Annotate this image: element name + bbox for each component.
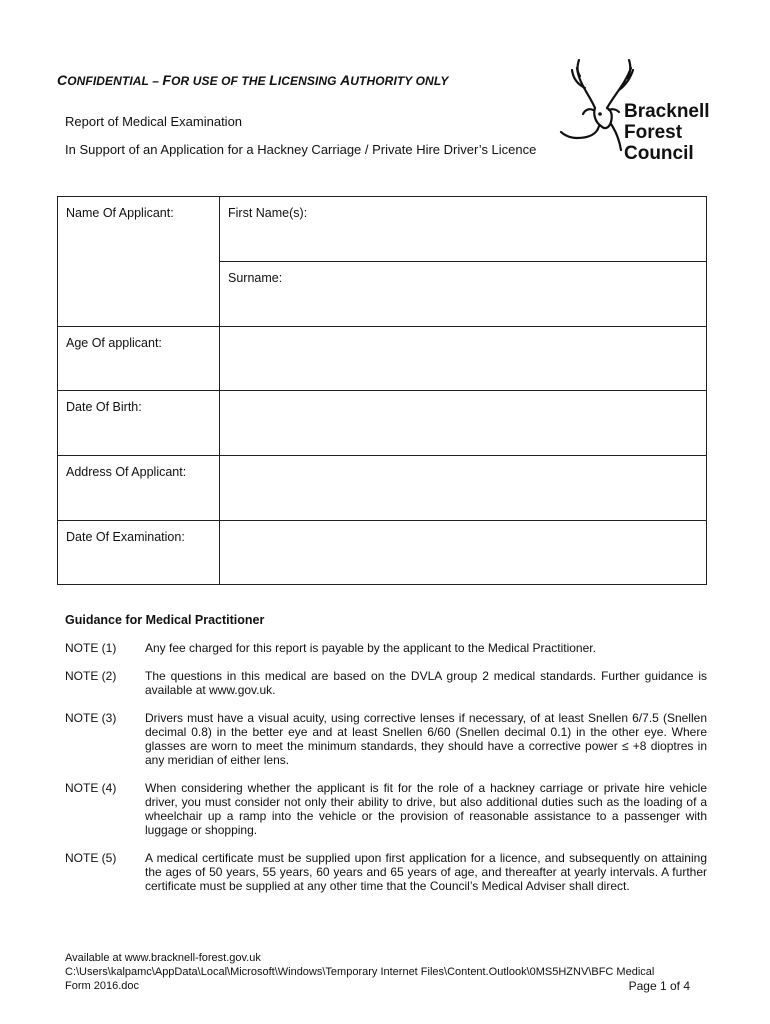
conf-uthority: UTHORITY ONLY [350,74,449,88]
note-4 [65,781,707,837]
note-label: NOTE (3) [65,711,117,725]
footer-website: Available at www.bracknell-forest.gov.uk [65,952,261,964]
conf-f: F [162,72,172,88]
age-label-cell [58,327,220,391]
applicant-details-table [57,196,707,585]
conf-or-use: OR USE OF THE [171,74,270,88]
conf-onfidential: ONFIDENTIAL [67,74,149,88]
report-title: Report of Medical Examination [65,114,243,129]
note-3 [65,711,707,767]
note-1 [65,641,707,655]
surname-field[interactable] [220,262,707,327]
dob-label-cell [58,391,220,456]
note-5 [65,851,707,893]
exam-date-label-cell [58,521,220,585]
address-label-cell [58,456,220,521]
first-name-label: First Name(s): [228,206,308,220]
name-label: Name Of Applicant: [66,206,174,220]
note-text: Any fee charged for this report is payable by the applicant to the Medical Practitioner. [145,641,596,655]
conf-c: C [57,72,68,88]
confidential-banner [57,72,448,88]
note-text: Drivers must have a visual acuity, using corrective lenses if necessary, of at least Snellen 6/7.5 (Snellen decimal 0.8) in the better eye and at least Snellen 6/60 (Snellen decimal 0.1) in the other eye. Where glasses are worn to meet the minimum standards, they should have a corrective power ≤ +8 dioptres in any meridian of either lens. [145,711,707,767]
surname-label: Surname: [228,271,283,285]
dob-field[interactable] [220,391,707,456]
page-footer [65,951,710,993]
exam-date-field[interactable] [220,521,707,585]
footer-path: C:\Users\kalpamc\AppData\Local\Microsoft\Windows\Temporary Internet Files\Content.Outlook\0MS5HZNV\BFC Medical [65,966,655,978]
age-label: Age Of applicant: [66,336,162,350]
note-label: NOTE (4) [65,781,117,795]
name-label-cell [58,197,220,327]
note-label: NOTE (5) [65,851,117,865]
note-text: A medical certificate must be supplied upon first application for a licence, and subsequently on attaining the ages of 50 years, 55 years, 60 years and 65 years of age, and thereafter at yearly intervals. A further certificate must be supplied at any other time that the Council’s Medical Adviser shall direct. [145,851,707,893]
conf-l: L [269,72,278,88]
note-2 [65,669,707,697]
address-label: Address Of Applicant: [66,465,187,479]
note-text: The questions in this medical are based on the DVLA group 2 medical standards. Further guidance is available at www.gov.uk. [145,669,707,697]
conf-dash: – [148,74,163,88]
logo-line-1: Bracknell [624,101,710,122]
conf-a: A [340,72,351,88]
age-field[interactable] [220,327,707,391]
guidance-title: Guidance for Medical Practitioner [65,613,265,627]
logo-line-2: Forest [624,122,683,143]
note-label: NOTE (1) [65,641,117,655]
dob-label: Date Of Birth: [66,400,142,414]
conf-icensing: ICENSING [277,74,341,88]
address-field[interactable] [220,456,707,521]
note-text: When considering whether the applicant is fit for the role of a hackney carriage or private hire vehicle driver, you must consider not only their ability to drive, but also additional duties such as the loading of a wheelchair up a ramp into the vehicle or the provision of reasonable assistance to a passenger with luggage or shopping. [145,781,707,837]
exam-date-label: Date Of Examination: [66,530,185,544]
footer-file-name: Form 2016.doc [65,980,139,992]
page-number: Page 1 of 4 [628,979,690,993]
first-name-field[interactable] [220,197,707,262]
council-logo-text [624,101,710,164]
stag-eye [598,112,602,116]
logo-line-3: Council [624,143,694,164]
support-line: In Support of an Application for a Hackney Carriage / Private Hire Driver’s Licence [65,142,537,157]
note-label: NOTE (2) [65,669,117,683]
